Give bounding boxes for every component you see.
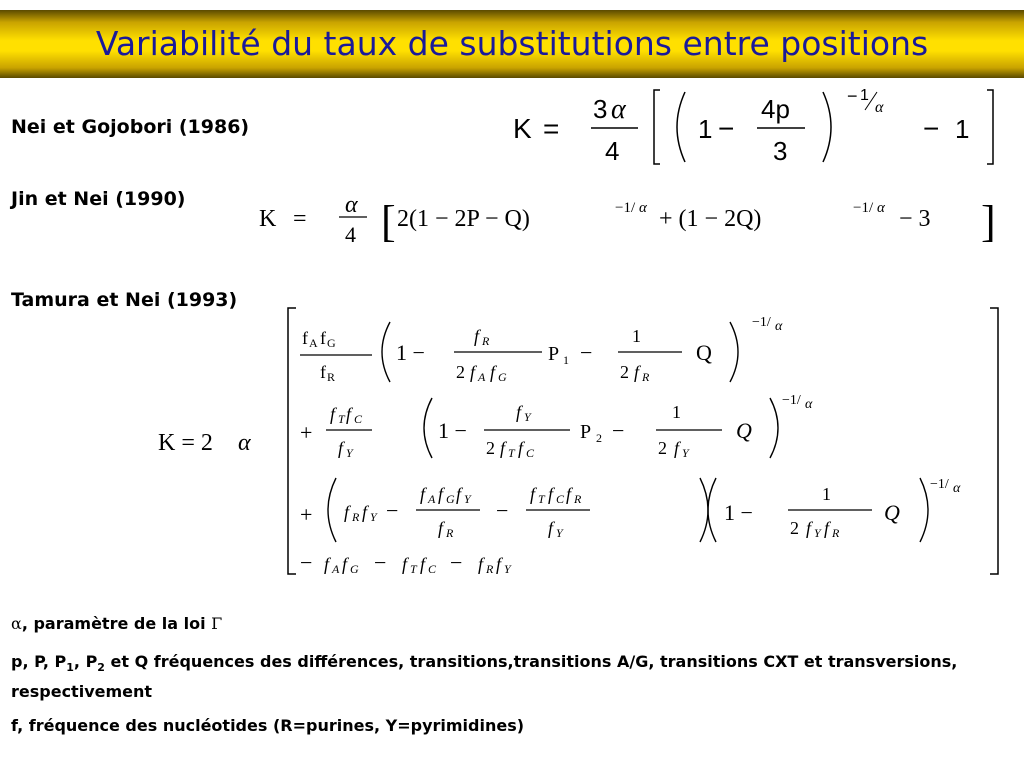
svg-text:α: α: [805, 397, 813, 412]
svg-text:α: α: [611, 94, 626, 125]
svg-text:2: 2: [486, 438, 495, 458]
svg-text:f: f: [338, 438, 344, 458]
svg-text:T: T: [508, 446, 515, 460]
svg-text:1: 1: [563, 353, 569, 367]
svg-text:f: f: [490, 362, 496, 382]
alpha-symbol: α: [11, 614, 22, 633]
svg-text:]: ]: [981, 197, 996, 246]
equation-tamura-nei: [150, 300, 1010, 582]
svg-text:f: f: [320, 362, 326, 382]
svg-text:f: f: [330, 404, 336, 424]
svg-text:−: −: [580, 340, 593, 365]
svg-text:1: 1: [698, 114, 713, 144]
slide-title: Variabilité du taux de substitutions entre positions: [95, 24, 929, 63]
svg-text:−1/: −1/: [930, 477, 949, 492]
svg-text:3: 3: [593, 94, 608, 124]
svg-text:Y: Y: [464, 492, 471, 506]
svg-text:α: α: [639, 200, 647, 216]
svg-text:α: α: [238, 430, 251, 456]
equation-jin-nei: [255, 190, 1010, 250]
svg-text:R: R: [642, 370, 650, 384]
svg-text:f: f: [548, 484, 554, 504]
svg-text:f: f: [456, 484, 462, 504]
svg-text:4p: 4p: [761, 94, 790, 124]
svg-text:K = 2: K = 2: [158, 430, 213, 456]
svg-text:4: 4: [605, 136, 620, 166]
svg-text:+: +: [300, 502, 313, 527]
svg-text:=: =: [543, 113, 560, 144]
svg-text:R: R: [327, 370, 336, 384]
svg-text:−: −: [923, 113, 940, 144]
svg-text:−1/: −1/: [752, 315, 771, 330]
svg-text:α: α: [953, 481, 961, 496]
svg-text:f: f: [806, 518, 812, 538]
svg-text:3: 3: [773, 136, 788, 166]
svg-text:1 −: 1 −: [724, 500, 753, 525]
svg-text:Y: Y: [682, 446, 689, 460]
svg-text:G: G: [446, 492, 455, 506]
svg-text:Y: Y: [504, 562, 511, 576]
svg-text:f: f: [402, 554, 408, 574]
svg-text:f: f: [420, 484, 426, 504]
svg-text:Y: Y: [814, 526, 821, 540]
svg-text:f: f: [342, 554, 348, 574]
svg-text:f: f: [518, 438, 524, 458]
svg-text:1 −: 1 −: [438, 418, 467, 443]
svg-text:− 3: − 3: [899, 206, 931, 232]
svg-text:C: C: [428, 562, 437, 576]
svg-text:R: R: [482, 334, 490, 348]
svg-text:−: −: [386, 498, 399, 523]
svg-text:α: α: [875, 99, 884, 116]
svg-text:f: f: [530, 484, 536, 504]
svg-text:2: 2: [456, 362, 465, 382]
svg-text:−1/: −1/: [782, 393, 801, 408]
svg-text:G: G: [327, 336, 336, 350]
svg-text:f: f: [548, 518, 554, 538]
svg-text:A: A: [428, 492, 436, 506]
svg-text:−: −: [612, 418, 625, 443]
model-label-tamura-nei: Tamura et Nei (1993): [11, 289, 238, 311]
svg-text:Y: Y: [370, 510, 377, 524]
svg-text:f: f: [474, 326, 480, 346]
svg-text:Y: Y: [346, 446, 353, 460]
svg-text:f: f: [302, 328, 308, 348]
svg-text:K: K: [259, 206, 277, 232]
svg-text:f: f: [478, 554, 484, 574]
note-alpha: α, paramètre de la loi Γ: [11, 614, 223, 633]
note-nucleotide-frequency: f, fréquence des nucléotides (R=purines, Y=pyrimidines): [11, 716, 525, 735]
svg-text:R: R: [832, 526, 840, 540]
svg-text:f: f: [634, 362, 640, 382]
svg-text:2: 2: [620, 362, 629, 382]
svg-text:Y: Y: [556, 526, 563, 540]
svg-text:f: f: [496, 554, 502, 574]
svg-text:Y: Y: [524, 410, 531, 424]
svg-text:1 −: 1 −: [396, 340, 425, 365]
svg-text:f: f: [438, 484, 444, 504]
svg-text:A: A: [309, 336, 318, 350]
svg-text:−: −: [374, 550, 387, 575]
svg-text:f: f: [438, 518, 444, 538]
svg-text:−: −: [718, 113, 735, 144]
svg-text:−: −: [847, 86, 858, 106]
note-frequencies: p, P, $P_1$, $P_2$ et Q fréquences des différences, transitions,transitions A/G, transitions CXT et transversions, respectivement: [11, 652, 958, 702]
gamma-symbol: Γ: [211, 614, 223, 633]
svg-text:f: f: [324, 554, 330, 574]
svg-text:α: α: [345, 192, 358, 218]
svg-text:−: −: [300, 550, 313, 575]
svg-text:α: α: [877, 200, 885, 216]
svg-text:4: 4: [345, 222, 356, 247]
svg-text:f: f: [516, 402, 522, 422]
svg-text:1: 1: [632, 326, 641, 346]
svg-text:f: f: [674, 438, 680, 458]
svg-text:A: A: [332, 562, 340, 576]
svg-text:f: f: [346, 404, 352, 424]
svg-text:2: 2: [658, 438, 667, 458]
svg-text:K: K: [513, 113, 532, 144]
svg-text:G: G: [498, 370, 507, 384]
svg-text:f: f: [420, 554, 426, 574]
svg-text:T: T: [338, 412, 345, 426]
svg-text:R: R: [446, 526, 454, 540]
svg-text:[: [: [381, 197, 396, 246]
svg-text:+ (1 − 2Q): + (1 − 2Q): [659, 206, 762, 232]
model-label-nei-gojobori: Nei et Gojobori (1986): [11, 116, 250, 138]
svg-text:R: R: [574, 492, 582, 506]
svg-text:G: G: [350, 562, 359, 576]
svg-text:C: C: [354, 412, 363, 426]
svg-text:2: 2: [790, 518, 799, 538]
svg-text:+: +: [300, 420, 313, 445]
svg-text:−: −: [450, 550, 463, 575]
svg-text:f: f: [362, 502, 368, 522]
svg-text:−: −: [496, 498, 509, 523]
svg-text:T: T: [410, 562, 417, 576]
svg-text:P: P: [548, 343, 560, 365]
svg-text:Q: Q: [696, 340, 712, 365]
svg-text:1: 1: [860, 87, 869, 104]
svg-text:=: =: [293, 206, 307, 232]
svg-text:A: A: [478, 370, 486, 384]
svg-text:T: T: [538, 492, 545, 506]
model-label-jin-nei: Jin et Nei (1990): [11, 188, 186, 210]
svg-text:f: f: [470, 362, 476, 382]
svg-text:R: R: [352, 510, 360, 524]
svg-text:f: f: [320, 328, 326, 348]
svg-text:C: C: [526, 446, 535, 460]
svg-text:2(1 − 2P − Q): 2(1 − 2P − Q): [397, 206, 530, 232]
svg-text:−1/: −1/: [615, 200, 636, 216]
svg-text:2: 2: [596, 431, 602, 445]
svg-text:f: f: [824, 518, 830, 538]
svg-text:P: P: [580, 421, 592, 443]
svg-text:Q: Q: [736, 418, 752, 443]
svg-text:−1/: −1/: [853, 200, 874, 216]
svg-text:Q: Q: [884, 500, 900, 525]
equation-nei-gojobori: [505, 82, 1005, 172]
svg-text:1: 1: [822, 484, 831, 504]
svg-text:1: 1: [672, 402, 681, 422]
svg-text:α: α: [775, 319, 783, 334]
svg-text:f: f: [344, 502, 350, 522]
svg-text:f: f: [500, 438, 506, 458]
svg-text:C: C: [556, 492, 565, 506]
svg-text:f: f: [566, 484, 572, 504]
svg-text:1: 1: [955, 114, 970, 144]
svg-text:R: R: [486, 562, 494, 576]
